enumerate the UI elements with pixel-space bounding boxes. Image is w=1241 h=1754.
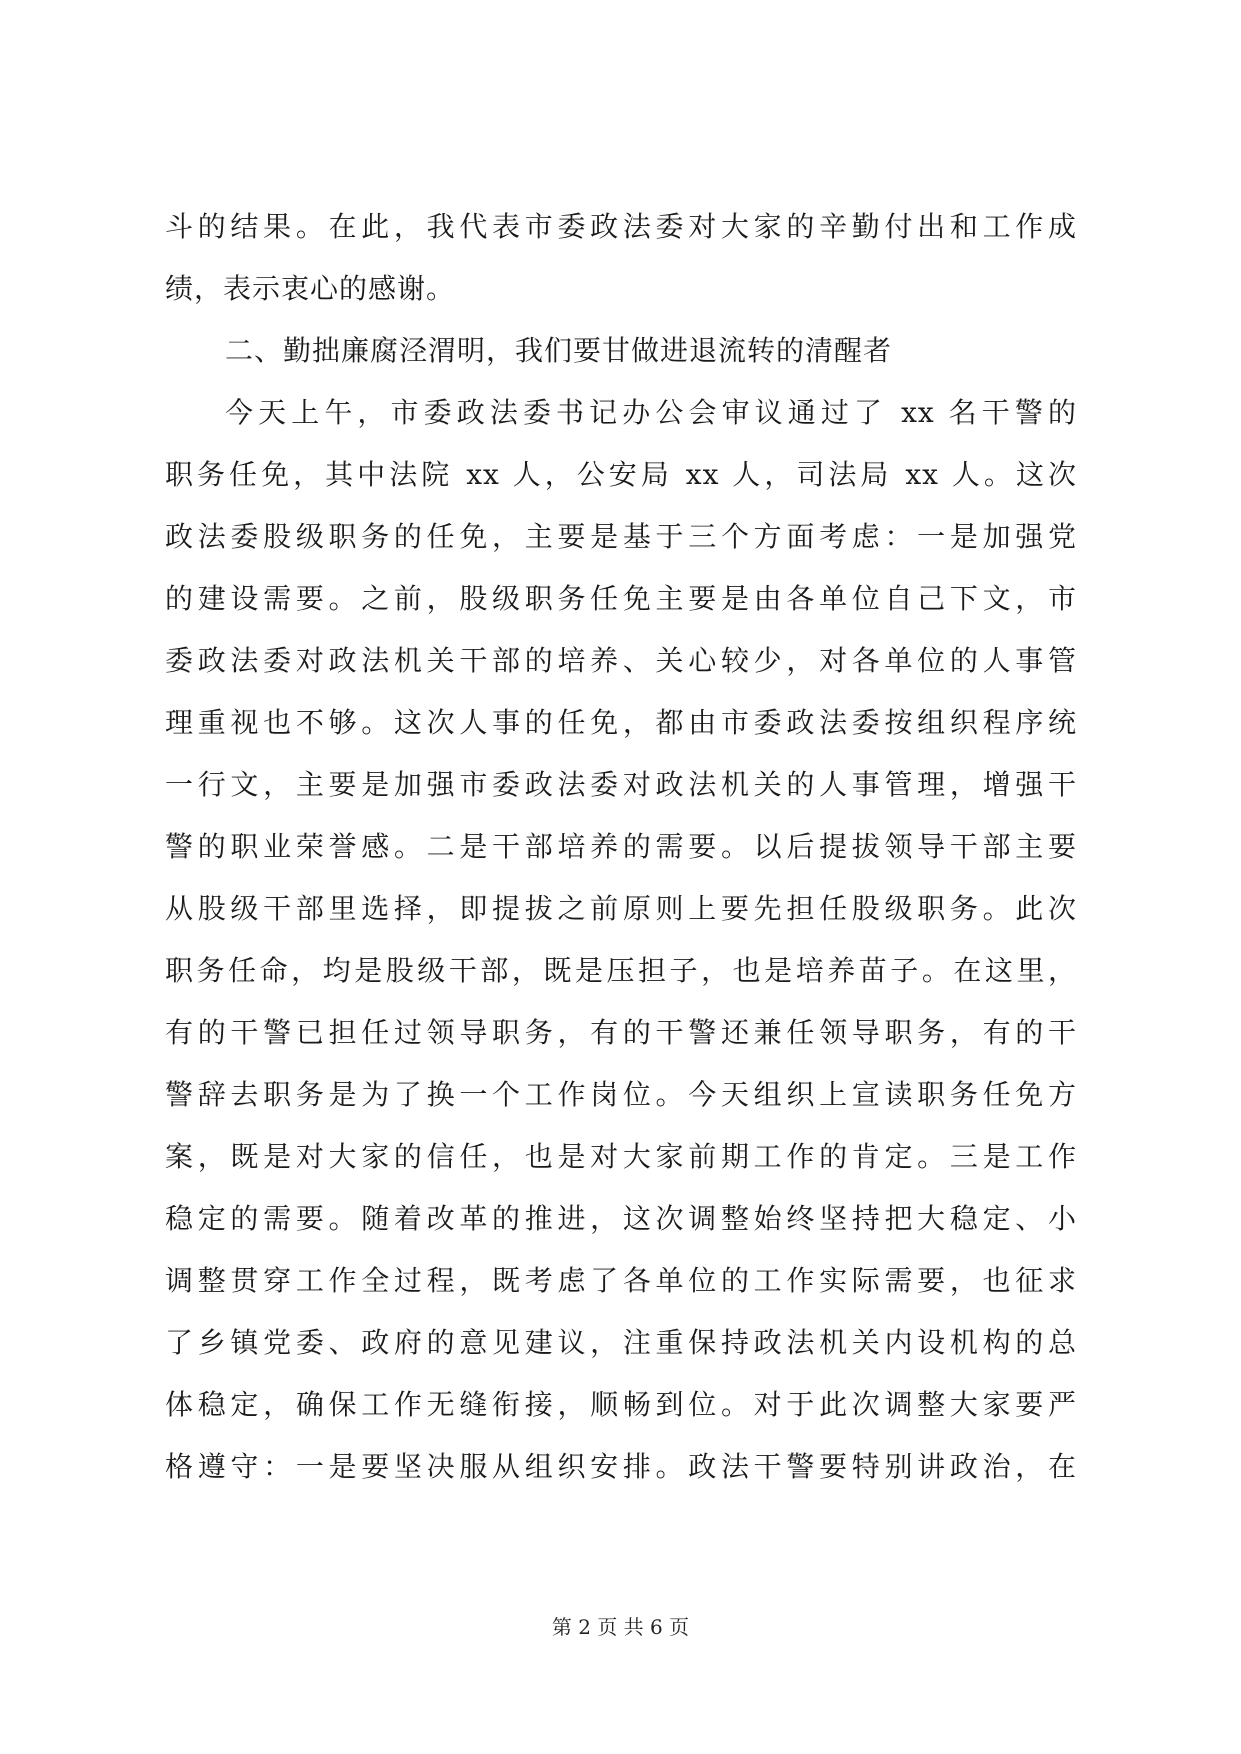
text-line: 职务任命，均是股级干部，既是压担子，也是培养苗子。在这里，: [165, 954, 1077, 987]
text-line: 调整贯穿工作全过程，既考虑了各单位的工作实际需要，也征求: [165, 1264, 1077, 1297]
text-line: 的建设需要。之前，股级职务任免主要是由各单位自己下文，市: [165, 582, 1077, 615]
text-line: 警辞去职务是为了换一个工作岗位。今天组织上宣读职务任免方: [165, 1078, 1077, 1111]
text-line: 一行文，主要是加强市委政法委对政法机关的人事管理，增强干: [165, 768, 1077, 801]
text-line: 警的职业荣誉感。二是干部培养的需要。以后提拔领导干部主要: [165, 830, 1077, 863]
text-line: 稳定的需要。随着改革的推进，这次调整始终坚持把大稳定、小: [165, 1202, 1077, 1235]
text-line: 职务任免，其中法院 xx 人，公安局 xx 人，司法局 xx 人。这次: [165, 458, 1077, 491]
text-line: 理重视也不够。这次人事的任免，都由市委政法委按组织程序统: [165, 706, 1077, 739]
document-body: [165, 196, 1077, 1498]
text-line: 案，既是对大家的信任，也是对大家前期工作的肯定。三是工作: [165, 1140, 1077, 1173]
text-line: 政法委股级职务的任免，主要是基于三个方面考虑：一是加强党: [165, 520, 1077, 553]
text-line: 斗的结果。在此，我代表市委政法委对大家的辛勤付出和工作成: [165, 210, 1077, 243]
text-line: 有的干警已担任过领导职务，有的干警还兼任领导职务，有的干: [165, 1016, 1077, 1049]
text-line: 今天上午，市委政法委书记办公会审议通过了 xx 名干警的: [225, 396, 1077, 429]
text-line: 了乡镇党委、政府的意见建议，注重保持政法机关内设机构的总: [165, 1326, 1077, 1359]
text-line: 从股级干部里选择，即提拔之前原则上要先担任股级职务。此次: [165, 892, 1077, 925]
text-line: 体稳定，确保工作无缝衔接，顺畅到位。对于此次调整大家要严: [165, 1388, 1077, 1421]
section-heading: 二、勤拙廉腐泾渭明，我们要甘做进退流转的清醒者: [225, 334, 893, 367]
text-line: 绩，表示衷心的感谢。: [165, 272, 456, 305]
text-line: 格遵守：一是要坚决服从组织安排。政法干警要特别讲政治，在: [165, 1450, 1077, 1483]
text-line: 委政法委对政法机关干部的培养、关心较少，对各单位的人事管: [165, 644, 1077, 677]
page-number: 第 2 页 共 6 页: [551, 1615, 690, 1639]
